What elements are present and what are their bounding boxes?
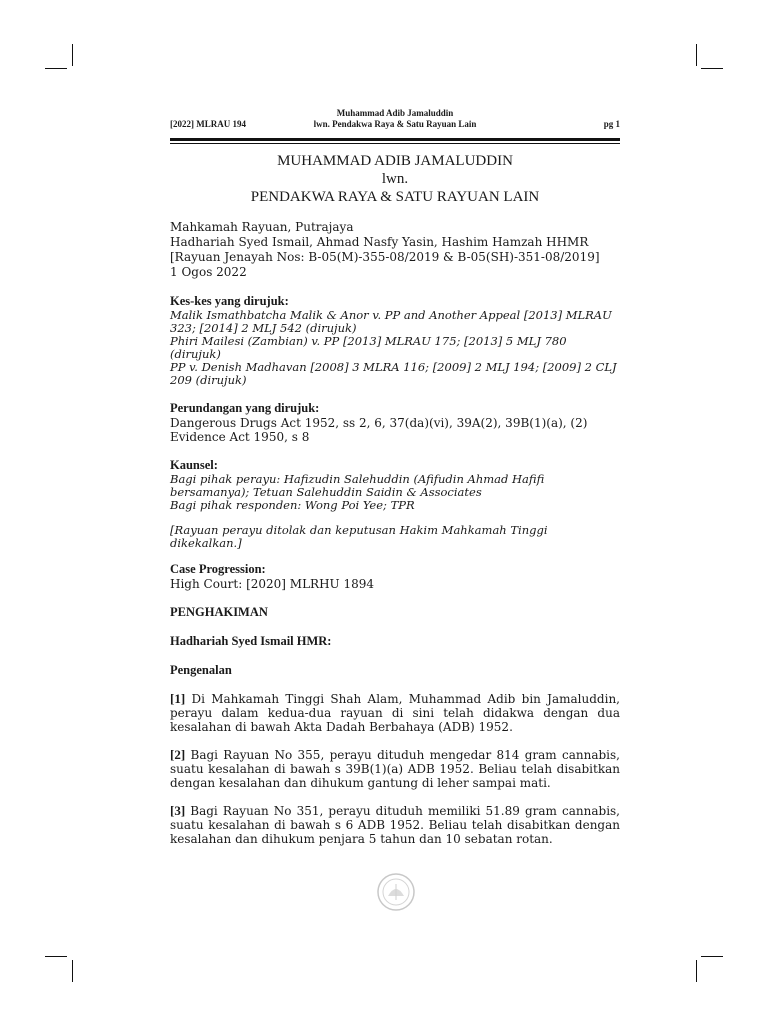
section-heading: Pengenalan xyxy=(170,663,232,677)
case-reference: PP v. Denish Madhavan [2008] 3 MLRA 116; [2009] 2 MLJ 194; [2009] 2 CLJ 209 (dirujuk) xyxy=(170,360,617,387)
header-rule-thick xyxy=(170,138,620,141)
crop-mark xyxy=(45,68,67,69)
crop-mark xyxy=(72,960,73,982)
court-date: 1 Ogos 2022 xyxy=(170,265,247,279)
judgment-paragraph xyxy=(170,692,620,734)
court-info xyxy=(170,220,620,280)
header-parties xyxy=(170,108,620,130)
legislation-list xyxy=(170,416,620,444)
case-title xyxy=(170,152,620,206)
court-name: Mahkamah Rayuan, Putrajaya xyxy=(170,220,354,234)
case-title-line1: MUHAMMAD ADIB JAMALUDDIN xyxy=(277,153,513,169)
crop-mark xyxy=(696,960,697,982)
paragraph-number: [2] xyxy=(170,747,186,762)
paragraph-text: Bagi Rayuan No 355, perayu dituduh mengedar 814 gram cannabis, suatu kesalahan di bawah s 39B(1)(a) ADB 1952. Beliau telah disabitkan dengan kesalahan dan dihukum gantung di leher sampai mati. xyxy=(170,748,620,790)
counsel-appellant: Bagi pihak perayu: Hafizudin Salehuddin (Afifudin Ahmad Hafifi bersamanya); Tetuan Salehuddin Saidin & Associates xyxy=(170,472,545,499)
counsel-respondent: Bagi pihak responden: Wong Poi Yee; TPR xyxy=(170,498,415,512)
seal-watermark xyxy=(376,872,416,912)
paragraph-number: [1] xyxy=(170,691,186,706)
case-reference: Malik Ismathbatcha Malik & Anor v. PP and Another Appeal [2013] MLRAU 323; [2014] 2 MLJ 542 (dirujuk) xyxy=(170,308,612,335)
running-header xyxy=(170,108,620,128)
header-parties-line2: lwn. Pendakwa Raya & Satu Rayuan Lain xyxy=(313,119,477,129)
progression-text: High Court: [2020] MLRHU 1894 xyxy=(170,577,375,591)
counsel-heading: Kaunsel: xyxy=(170,458,218,472)
legislation-item: Dangerous Drugs Act 1952, ss 2, 6, 37(da)(vi), 39A(2), 39B(1)(a), (2) xyxy=(170,416,588,430)
paragraph-number: [3] xyxy=(170,803,186,818)
header-rule-thin xyxy=(170,143,620,144)
progression-heading: Case Progression: xyxy=(170,562,266,576)
crop-mark xyxy=(45,956,67,957)
header-citation: [2022] MLRAU 194 xyxy=(170,119,246,129)
header-parties-line1: Muhammad Adib Jamaluddin xyxy=(336,108,454,118)
judge-name: Hadhariah Syed Ismail HMR: xyxy=(170,634,332,648)
crop-mark xyxy=(696,44,697,66)
counsel-list xyxy=(170,473,620,512)
case-reference: Phiri Mailesi (Zambian) v. PP [2013] MLRAU 175; [2013] 5 MLJ 780 (dirujuk) xyxy=(170,334,567,361)
crop-mark xyxy=(701,956,723,957)
crop-mark xyxy=(701,68,723,69)
cases-list xyxy=(170,309,620,387)
decision-summary: [Rayuan perayu ditolak dan keputusan Hakim Mahkamah Tinggi dikekalkan.] xyxy=(170,523,548,550)
court-case-number: [Rayuan Jenayah Nos: B-05(M)-355-08/2019 & B-05(SH)-351-08/2019] xyxy=(170,250,600,264)
judgment-paragraph xyxy=(170,804,620,846)
judgment-paragraph xyxy=(170,748,620,790)
crop-mark xyxy=(72,44,73,66)
case-title-line2: lwn. xyxy=(381,171,409,187)
judgment-heading: PENGHAKIMAN xyxy=(170,605,268,619)
legislation-heading: Perundangan yang dirujuk: xyxy=(170,401,320,415)
paragraph-text: Bagi Rayuan No 351, perayu dituduh memiliki 51.89 gram cannabis, suatu kesalahan di bawah s 6 ADB 1952. Beliau telah disabitkan dengan kesalahan dan dihukum penjara 5 tahun dan 10 sebatan rotan. xyxy=(170,804,620,846)
header-page-number: pg 1 xyxy=(603,119,620,129)
paragraph-text: Di Mahkamah Tinggi Shah Alam, Muhammad Adib bin Jamaluddin, perayu dalam kedua-dua rayuan di sini telah didakwa dengan dua kesalahan di bawah Akta Dadah Berbahaya (ADB) 1952. xyxy=(170,692,620,734)
cases-heading: Kes-kes yang dirujuk: xyxy=(170,294,289,308)
document-body xyxy=(170,152,620,846)
legislation-item: Evidence Act 1950, s 8 xyxy=(170,430,310,444)
court-judges: Hadhariah Syed Ismail, Ahmad Nasfy Yasin, Hashim Hamzah HHMR xyxy=(170,235,589,249)
case-title-line3: PENDAKWA RAYA & SATU RAYUAN LAIN xyxy=(250,189,540,205)
